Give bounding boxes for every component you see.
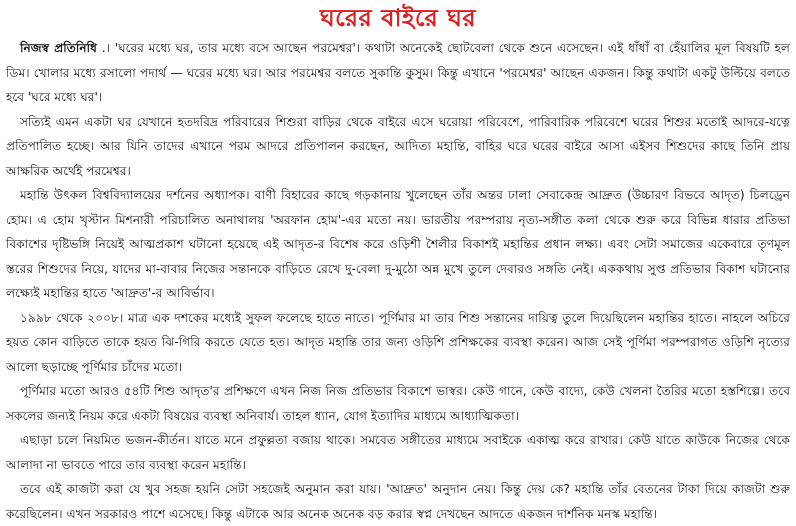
paragraph-7: তবে এই কাজটা করা যে খুব সহজ হয়নি সেটা সহজেই অনুমান করা যায়। 'আদ্রুত' অনুদান নেয়। কিন্তু দেয় কে? মহান্তি তাঁর বেতনের টাকা দিয়ে কাজটা শুরু করেছিলেন। এখন সরকারও পাশে এসেছে। কিন্তু এটাকে আর অনেক অনেক বড় করার স্বপ্ন দেখছেন আদতে একজন দার্শনিক মনস্ক মহান্তি। <box>6 482 790 521</box>
paragraph-4: ১৯৯৮ থেকে ২০০৮। মাত্র এক দশকের মধ্যেই সুফল ফলেছে হাতে নাতে। পূর্ণিমার মা তার শিশু সন্তানের দায়িত্ব তুলে দিয়েছিলেন মহান্তির হাতে। নাহলে অচিরে হয়ত কোন বাড়িতে তাকে হয়ত ঝি-গিরি করতে যেতে হত। আদৃত মহান্তি তার জন্য ওড়িশি প্রশিক্ষকের ব্যবস্থা করেন। আজ সেই পূর্ণিমা পরম্পরাগত ওড়িশি নৃত্যের আলো ছড়াচ্ছে পূর্ণিমার চাঁদের মতো। <box>6 310 790 374</box>
article-body <box>6 36 790 526</box>
paragraph-2: সত্যিই এমন একটা ঘর যেখানে হতদরিদ্র পরিবারের শিশুরা বাড়ির থেকে বাইরে এসে ঘরোয়া পরিবেশে, পারিবারিক পরিবেশে ঘরের শিশুর মতোই আদরে-যত্নে প্রতিপালিত হচ্ছে। আর যিনি তাদের এখানে পরম আদরে প্রতিপালন করছেন, আদিত্য মহান্তি, বাহির ঘরে ঘরের বাইরে আসা এইসব শিশুদের কাছে তিনি প্রায় আক্ষরিক অর্থেই পরমেশ্বর। <box>6 114 790 178</box>
paragraph-3: মহান্তি উৎকল বিশ্ববিদ্যালয়ের দর্শনের অধ্যাপক। বাণী বিহারের কাছে গড়কানায় খুলেছেন তাঁর অন্তর ঢালা সেবাকেন্দ্র আদ্রুত (উচ্চারণ বিভবে আদৃত) চিলড্রেন হোম। এ হোম খৃস্টান মিশনারী পরিচালিত অনাথালয় 'অরফান হোম'-এর মতো নয়। ভারতীয় পরম্পরায় নৃত্য-সঙ্গীত কলা থেকে শুরু করে বিভিন্ন ধারার প্রতিভা বিকাশের দৃষ্টিভঙ্গি নিয়েই আত্মপ্রকাশ ঘটানো হয়েছে এই আদৃত-র বিশেষ করে ওড়িশী শৈলীর বিকাশই মহান্তির প্রধান লক্ষ্য। এবং সেটা সমাজের একেবারে তৃণমূল স্তরের শিশুদের নিয়ে, যাদের মা-বাবার নিজের সন্তানকে বাড়িতে রেখে দু-বেলা দু-মুঠো অন্ন মুখে তুলে দেবারও সঙ্গতি নেই। এককথায় সুপ্ত প্রতিভার বিকাশ ঘটানোর লক্ষ্যেই মহান্তির হাতে 'আদ্রুত'-র আবির্ভাব। <box>6 188 790 300</box>
paragraph-1-text: .। 'ঘরের মধ্যে ঘর, তার মধ্যে বসে আছেন পরমেশ্বর'। কথাটা অনেকেই ছোটবেলা থেকে শুনে এসেছেন। এই ধাঁধাঁ বা হেঁয়ালির মূল বিষয়টি হল ডিম। খোলার মধ্যে রসালো পদার্থ — ঘরের মধ্যে ঘর। আর পরমেশ্বর বলতে সুকান্তি কুসুম। কিন্তু এখানে 'পরমেশ্বর' আছেন একজন। কিন্তু কথাটা একটু উল্টিয়ে বলতে হবে 'ঘরে মধ্যে ঘর'। <box>6 41 790 104</box>
paragraph-6: এছাড়া চলে নিয়মিত ভজন-কীর্তন। যাতে মনে প্রফুল্লতা বজায় থাকে। সমবেত সঙ্গীতের মাধ্যমে সবাইকে একাত্ম করে রাখার। কেউ যাতে কাউকে নিজের থেকে আলাদা না ভাবতে পারে তার ব্যবস্থা করেন মহান্তি। <box>6 433 790 472</box>
byline: নিজস্ব প্রতিনিধি <box>20 41 98 55</box>
paragraph-1 <box>6 36 790 110</box>
paragraph-5: পূর্ণিমার মতো আরও ৫৪টি শিশু আদৃত'র প্রশিক্ষণে এখন নিজ নিজ প্রতিভার বিকাশে ভাস্বর। কেউ গানে, কেউ বাদ্যে, কেউ খেলনা তৈরির মতো হস্তশিল্পে। তবে সকলের জন্যই নিয়ম করে একটা বিষয়ের ব্যবস্থা অনিবার্য। তাহল ধ্যান, যোগ ইত্যাদির মাধ্যমে আধ্যাত্মিকতা। <box>6 384 790 423</box>
headline: ঘরের বাইরে ঘর <box>319 4 477 32</box>
